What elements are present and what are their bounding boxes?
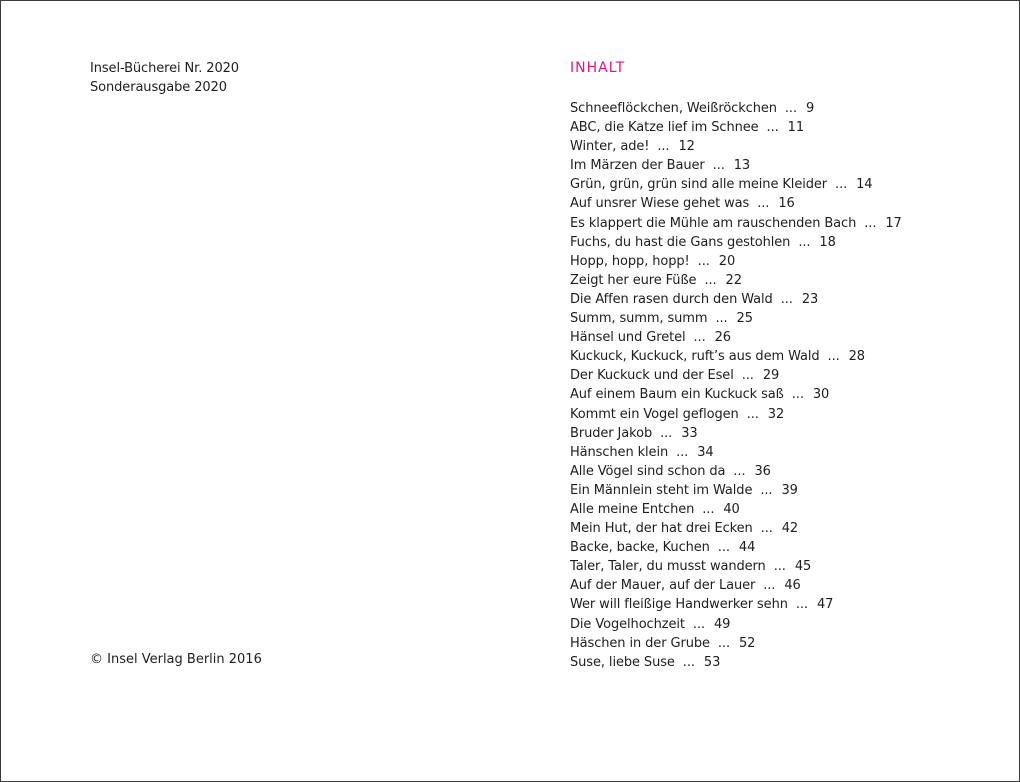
toc-entry-separator: ... [798,234,811,250]
toc-entry-page: 9 [806,101,815,116]
toc-entry-title: Hänsel und Gretel [570,330,686,346]
toc-entry [570,366,902,385]
toc-entry-title: Die Vogelhochzeit [570,616,685,632]
toc-entry-page: 39 [781,482,798,498]
toc-list [570,99,902,672]
toc-entry-page: 45 [794,559,812,575]
toc-entry-title: Summ, summ, summ [570,311,708,327]
toc-entry [570,500,902,519]
toc-entry-separator: ... [773,559,786,575]
toc-entry-title: Mein Hut, der hat drei Ecken [570,521,753,537]
toc-entry [570,328,902,347]
toc-entry [570,271,902,290]
toc-entry-title: Die Affen rasen durch den Wald [570,291,773,307]
toc-entry-separator: ... [746,406,759,422]
toc-entry-title: Bruder Jakob [570,425,653,441]
toc-entry-page: 53 [703,654,721,670]
toc-entry-page: 18 [819,234,836,250]
toc-entry-page: 49 [713,616,731,632]
toc-entry-page: 25 [736,311,753,327]
toc-entry-separator: ... [660,425,673,441]
table-of-contents [570,58,902,672]
toc-entry [570,519,902,538]
toc-entry [570,156,902,175]
toc-entry-title: Fuchs, du hast die Gans gestohlen [570,234,791,250]
toc-entry-page: 32 [767,406,785,422]
toc-entry-page: 40 [723,501,740,517]
toc-entry-separator: ... [757,196,770,212]
toc-entry-separator: ... [704,272,717,288]
toc-entry-page: 16 [778,196,795,212]
toc-entry-separator: ... [702,501,715,517]
toc-entry-separator: ... [835,177,848,193]
toc-entry-title: Hänschen klein [570,444,669,460]
toc-entry-title: Kommt ein Vogel geflogen [570,406,739,422]
toc-entry-separator: ... [712,158,725,174]
toc-entry-title: Kuckuck, Kuckuck, ruft’s aus dem Wald [570,349,820,365]
series-number: Insel-Bücherei Nr. 2020 [90,61,239,76]
toc-entry-page: 20 [718,253,736,269]
toc-entry-title: Der Kuckuck und der Esel [570,368,734,384]
toc-entry-separator: ... [676,444,689,460]
toc-entry-page: 22 [725,272,742,288]
toc-entry-separator: ... [733,463,746,479]
toc-entry-separator: ... [717,635,730,651]
toc-entry-page: 13 [733,158,751,174]
toc-entry-page: 47 [816,597,834,613]
toc-entry-title: Im Märzen der Bauer [570,158,705,174]
toc-entry [570,290,902,309]
toc-entry-title: Es klappert die Mühle am rauschenden Bach [570,215,857,231]
toc-entry-separator: ... [760,482,773,498]
toc-entry-separator: ... [693,330,706,346]
toc-entry [570,443,902,462]
toc-entry-separator: ... [717,540,730,556]
toc-entry-page: 12 [678,139,695,155]
toc-entry [570,252,902,271]
toc-entry [570,615,902,634]
toc-heading: INHALT [570,60,626,76]
toc-entry-title: Wer will fleißige Handwerker sehn [570,597,788,613]
toc-entry-separator: ... [784,101,797,116]
toc-entry-page: 44 [738,540,756,556]
toc-entry [570,481,902,500]
toc-entry-separator: ... [692,616,705,632]
toc-entry [570,576,902,595]
toc-entry [570,99,902,118]
toc-entry [570,634,902,653]
toc-entry-separator: ... [766,120,779,136]
toc-entry-separator: ... [864,215,877,231]
toc-entry [570,175,902,194]
toc-entry-separator: ... [760,521,773,537]
toc-entry-page: 42 [781,521,799,537]
toc-entry-separator: ... [795,597,808,613]
toc-entry-page: 17 [885,215,902,231]
toc-entry [570,385,902,404]
toc-entry-separator: ... [715,311,728,327]
toc-entry-separator: ... [657,139,670,155]
toc-entry [570,538,902,557]
toc-entry-title: ABC, die Katze lief im Schnee [570,120,759,136]
toc-entry-title: Zeigt her eure Füße [570,272,697,288]
toc-entry-page: 34 [697,444,714,460]
toc-entry-title: Taler, Taler, du musst wandern [570,559,766,575]
toc-entry [570,653,902,672]
toc-entry-title: Ein Männlein steht im Walde [570,482,753,498]
toc-entry-page: 11 [787,120,804,136]
toc-entry-separator: ... [791,387,804,403]
toc-entry [570,214,902,233]
toc-entry-page: 28 [848,349,865,365]
toc-entry [570,309,902,328]
toc-entry [570,347,902,366]
edition-note: Sonderausgabe 2020 [90,80,227,95]
toc-entry-title: Häschen in der Grube [570,635,710,651]
toc-entry-page: 46 [784,578,801,594]
toc-entry [570,595,902,614]
toc-entry-separator: ... [682,654,695,670]
toc-entry [570,557,902,576]
toc-entry-page: 52 [739,635,756,651]
toc-entry-page: 26 [714,330,731,346]
toc-entry-page: 33 [681,425,698,441]
toc-entry [570,233,902,252]
toc-entry-title: Suse, liebe Suse [570,654,675,670]
toc-entry-title: Alle Vögel sind schon da [570,463,726,479]
toc-entry-page: 29 [762,368,780,384]
toc-entry-page: 23 [801,291,819,307]
toc-entry [570,194,902,213]
toc-entry-page: 36 [754,463,771,479]
copyright-notice: © Insel Verlag Berlin 2016 [90,652,262,667]
toc-entry-title: Auf einem Baum ein Kuckuck saß [570,387,784,403]
toc-entry [570,424,902,443]
toc-entry-separator: ... [697,253,710,269]
toc-entry-title: Hopp, hopp, hopp! [570,253,690,269]
toc-entry-title: Winter, ade! [570,139,650,155]
toc-entry [570,118,902,137]
toc-entry-title: Auf unsrer Wiese gehet was [570,196,750,212]
toc-entry [570,405,902,424]
toc-entry-separator: ... [827,349,840,365]
toc-entry-separator: ... [741,368,754,384]
toc-entry-separator: ... [780,291,793,307]
toc-entry-title: Schneeflöckchen, Weißröckchen [570,101,777,116]
imprint-block [90,59,239,97]
toc-entry [570,462,902,481]
toc-entry-page: 14 [856,177,873,193]
toc-entry [570,137,902,156]
toc-entry-page: 30 [812,387,830,403]
toc-entry-title: Backe, backe, Kuchen [570,540,710,556]
toc-entry-separator: ... [763,578,776,594]
toc-entry-title: Grün, grün, grün sind alle meine Kleider [570,177,828,193]
toc-entry-title: Alle meine Entchen [570,501,695,517]
toc-entry-title: Auf der Mauer, auf der Lauer [570,578,756,594]
